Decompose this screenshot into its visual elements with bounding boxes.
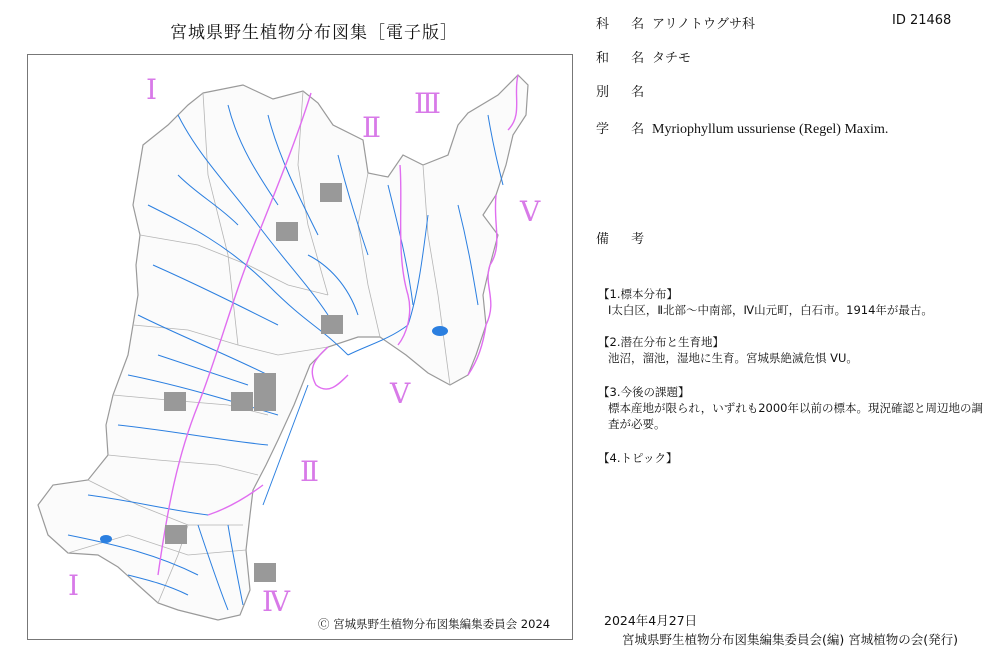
note-heading: 【3.今後の課題】 xyxy=(598,385,690,399)
field-family-label: 科 名 xyxy=(596,17,654,32)
record-marker xyxy=(231,392,253,411)
map-svg xyxy=(28,55,572,639)
region-label-3: Ⅲ xyxy=(414,87,442,120)
note-body: 標本産地が限られ，いずれも2000年以前の標本。現況確認と周辺地の調査が必要。 xyxy=(608,401,983,431)
record-marker xyxy=(254,392,276,411)
record-marker xyxy=(276,222,298,241)
publication-date: 2024年4月27日 xyxy=(604,613,698,628)
note-potential-distribution xyxy=(598,334,988,366)
region-label-1b: Ⅰ xyxy=(68,569,80,602)
field-scientific-name-label: 学 名 xyxy=(596,122,654,137)
region-label-2b: Ⅱ xyxy=(300,455,320,488)
region-label-5b: Ⅴ xyxy=(390,377,411,410)
field-scientific-name xyxy=(596,118,888,138)
record-marker xyxy=(165,525,187,544)
lake-marker xyxy=(432,326,448,336)
record-marker xyxy=(164,392,186,411)
record-marker xyxy=(320,183,342,202)
field-scientific-name-value: Myriophyllum ussuriense (Regel) Maxim. xyxy=(652,122,889,137)
field-alias-label: 別 名 xyxy=(596,85,654,100)
species-id: ID 21468 xyxy=(892,13,952,28)
publisher: 宮城県野生植物分布図集編集委員会(編) 宮城植物の会(発行) xyxy=(622,632,958,647)
note-body: Ⅰ太白区，Ⅱ北部～中南部，Ⅳ山元町，白石市。1914年が最古。 xyxy=(608,303,933,317)
region-label-2: Ⅱ xyxy=(362,111,382,144)
region-label-4: Ⅳ xyxy=(262,585,290,618)
record-marker xyxy=(254,373,276,392)
atlas-title: 宮城県野生植物分布図集［電子版］ xyxy=(170,23,458,43)
map-copyright: Ⓒ 宮城県野生植物分布図集編集委員会 2024 xyxy=(318,617,551,631)
distribution-map xyxy=(27,54,573,640)
note-heading: 【2.潜在分布と生育地】 xyxy=(598,335,724,349)
region-label-1: Ⅰ xyxy=(146,73,158,106)
field-remarks xyxy=(596,228,652,247)
note-heading: 【4.トピック】 xyxy=(598,451,678,465)
field-japanese-name xyxy=(596,47,691,66)
field-family xyxy=(596,13,755,32)
field-japanese-name-value: タチモ xyxy=(652,51,692,66)
note-body: 池沼，溜池，湿地に生育。宮城県絶滅危惧 VU。 xyxy=(608,351,858,365)
note-future-issues xyxy=(598,384,988,432)
note-specimen-distribution xyxy=(598,286,988,318)
note-topics xyxy=(598,450,988,466)
field-remarks-label: 備 考 xyxy=(596,232,654,247)
record-marker xyxy=(254,563,276,582)
lake-marker xyxy=(100,535,112,543)
field-alias xyxy=(596,81,652,100)
field-family-value: アリノトウグサ科 xyxy=(652,17,755,32)
region-label-5: Ⅴ xyxy=(520,195,541,228)
record-marker xyxy=(321,315,343,334)
field-japanese-name-label: 和 名 xyxy=(596,51,654,66)
note-heading: 【1.標本分布】 xyxy=(598,287,678,301)
